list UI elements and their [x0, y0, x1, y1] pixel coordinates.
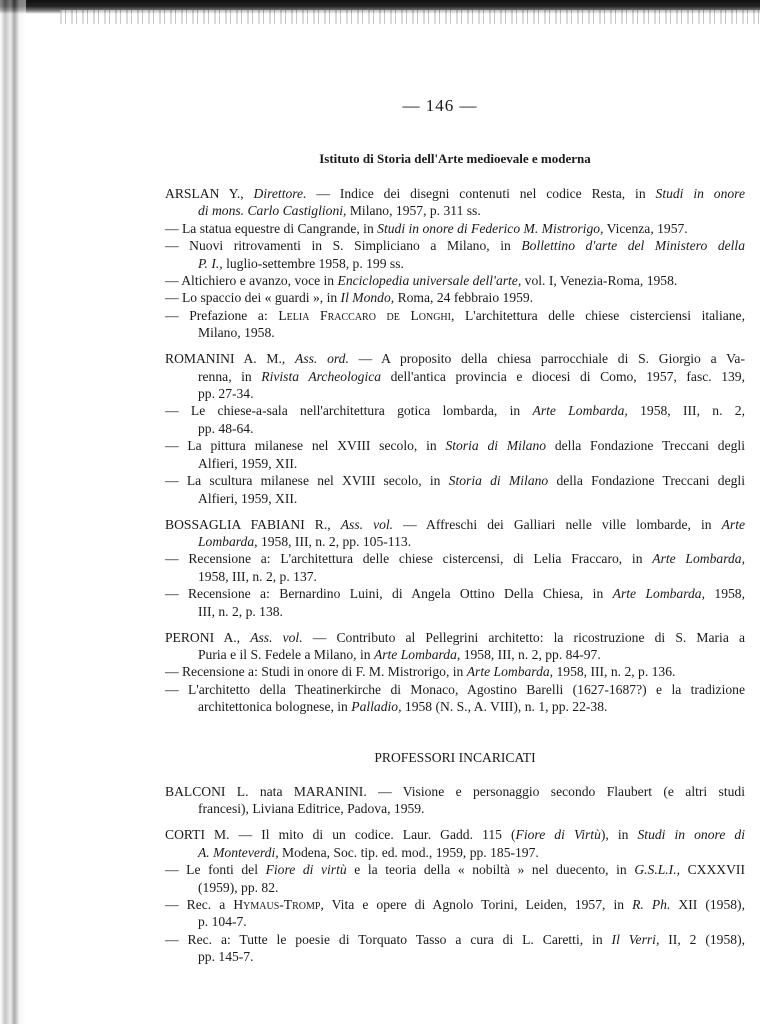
text-segment: della Fondazione Treccani degli [546, 438, 745, 454]
text-segment: pp. 48-64. [198, 420, 254, 436]
text-segment: 1958, III, n. 2, pp. 105-113. [257, 533, 412, 549]
italic-text: R. Ph. [632, 897, 671, 912]
text-segment: — La scultura milanese nel XVIII secolo, in [165, 473, 449, 489]
bibliography-subentry [165, 472, 745, 507]
italic-text: Studi in onore [655, 186, 745, 201]
italic-text: di mons. Carlo Castiglioni, [198, 203, 347, 219]
text-segment: 1958, [705, 586, 745, 602]
small-caps-text: Lelia Fraccaro de Longhi, [278, 307, 455, 323]
text-segment: Alfieri, 1959, XII. [198, 490, 298, 506]
text-segment: — Recensione a: L'architettura delle chiese cistercensi, di Lelia Fraccaro, in [165, 551, 653, 567]
italic-text: Arte Lombarda, [652, 551, 745, 567]
text-segment: — Le chiese-a-sala nell'architettura gotica lombarda, in [165, 403, 533, 419]
text-segment: — La statua equestre di Cangrande, in [165, 220, 378, 236]
italic-text: A. Monteverdi, [198, 844, 279, 860]
text-line [165, 437, 745, 454]
italic-text: Ass. vol. [250, 629, 303, 645]
italic-text: Studi in onore di Federico M. Mistrorigo, [377, 220, 604, 236]
text-line [165, 800, 745, 817]
scan-border-left [0, 0, 26, 1024]
italic-text: Lombarda, [198, 533, 258, 549]
italic-text: Ass. ord. [295, 351, 349, 367]
text-segment: (1959), pp. 82. [198, 879, 279, 895]
text-line [165, 402, 745, 419]
italic-text: P. I., [198, 255, 223, 271]
text-line [165, 237, 745, 254]
text-line [165, 185, 745, 202]
text-segment: III, n. 2, p. 138. [198, 603, 283, 619]
italic-text: Il Mondo, [340, 290, 395, 306]
text-segment: L'architettura delle chiese cisterciensi italiane, [454, 307, 745, 323]
italic-text: Arte Lombarda, [466, 664, 554, 680]
text-line [165, 455, 745, 472]
text-segment: Vicenza, 1957. [603, 220, 688, 236]
text-line [165, 472, 745, 489]
text-segment: — Rec. a: Tutte le poesie di Torquato Tasso a cura di L. Caretti, in [165, 931, 612, 947]
text-line [165, 913, 745, 930]
text-segment: — L'architetto della Theatinerkirche di Monaco, Agostino Barelli (1627-1687?) e la tradizione [165, 681, 745, 697]
text-line [165, 603, 745, 620]
text-line [165, 783, 745, 800]
text-line [165, 272, 745, 289]
text-line [165, 663, 745, 680]
text-segment: — Nuovi ritrovamenti in S. Simpliciano a Milano, in [165, 238, 522, 254]
text-line [165, 896, 745, 913]
text-line [165, 350, 745, 367]
text-line [165, 220, 745, 237]
text-segment: 1958, III, n. 2, [627, 403, 745, 419]
small-caps-text: Hymaus-Tromp, [233, 897, 324, 912]
text-segment: CXXXVII [680, 862, 745, 878]
italic-text: Fiore di virtù [265, 862, 347, 878]
text-segment: — Rec. a [165, 897, 234, 912]
text-line [165, 568, 745, 585]
text-line [165, 948, 745, 965]
bibliography-entry [165, 185, 745, 220]
text-segment: della Fondazione Treccani degli [548, 473, 745, 489]
text-line [165, 516, 745, 533]
text-segment: XII (1958), [670, 897, 745, 912]
text-segment: pp. 145-7. [198, 949, 254, 965]
text-segment: BALCONI L. nata MARANINI. — Visione e personaggio secondo Flaubert (e altri studi [165, 783, 745, 799]
italic-text: Arte Lombarda, [373, 646, 461, 662]
text-segment: pp. 27-34. [198, 386, 254, 402]
italic-text: Arte [721, 516, 745, 532]
text-segment: — Contributo al Pellegrini architetto: la ricostruzione di S. Maria a [302, 629, 746, 645]
text-line [165, 826, 745, 843]
text-segment: 1958, III, n. 2, p. 137. [198, 568, 317, 584]
italic-text: G.S.L.I., [634, 862, 681, 878]
text-segment: Roma, 24 febbraio 1959. [394, 290, 534, 306]
text-segment: vol. I, Venezia-Roma, 1958. [521, 273, 678, 289]
bibliography-entry [165, 826, 745, 861]
bibliography-subentry [165, 550, 745, 585]
bibliography-subentry [165, 861, 745, 896]
italic-text: Il Verri, [611, 931, 660, 947]
scan-noise-top [60, 10, 760, 24]
text-segment: ARSLAN Y., [165, 186, 254, 201]
bibliography-body [165, 185, 745, 966]
institute-heading: Istituto di Storia dell'Arte medioevale e moderna [319, 151, 591, 166]
text-segment: — Indice dei disegni contenuti nel codice Resta, in [306, 186, 656, 201]
text-line [165, 324, 745, 341]
text-segment: dell'antica provincia e diocesi di Como, 1957, fasc. 139, [381, 368, 746, 384]
text-line [165, 533, 745, 550]
bibliography-subentry [165, 896, 745, 931]
text-line [165, 202, 745, 219]
bibliography-subentry [165, 681, 745, 716]
text-segment: Milano, 1957, p. 311 ss. [346, 203, 481, 219]
text-segment: — A proposito della chiesa parrocchiale di S. Giorgio a Va- [348, 351, 745, 367]
text-segment: — Le fonti del [165, 862, 266, 878]
bibliography-subentry [165, 220, 745, 237]
text-segment: — Prefazione a: [165, 307, 279, 323]
text-line [165, 490, 745, 507]
text-line [165, 307, 745, 324]
text-segment: — La pittura milanese nel XVIII secolo, in [165, 438, 446, 454]
text-segment: e la teoria della « nobiltà » nel duecento, in [346, 862, 635, 878]
bibliography-subentry [165, 585, 745, 620]
text-segment: — Affreschi dei Galliari nelle ville lombarde, in [393, 516, 722, 532]
text-segment: CORTI M. — Il mito di un codice. Laur. Gadd. 115 ( [165, 827, 516, 843]
text-segment: 1958, III, n. 2, pp. 84-97. [460, 646, 601, 662]
text-line [165, 931, 745, 948]
section-title: PROFESSORI INCARICATI [374, 749, 536, 765]
bibliography-subentry [165, 237, 745, 272]
text-segment: Vita e opere di Agnolo Torini, Leiden, 1957, in [323, 897, 633, 912]
text-line [165, 646, 745, 663]
text-segment: Puria e il S. Fedele a Milano, in [198, 646, 374, 662]
text-line [165, 629, 745, 646]
text-line [165, 861, 745, 878]
text-line [165, 420, 745, 437]
bibliography-subentry [165, 289, 745, 306]
text-segment: ROMANINI A. M., [165, 351, 296, 367]
bibliography-subentry [165, 663, 745, 680]
bibliography-subentry [165, 402, 745, 437]
text-segment: 1958 (N. S., A. VIII), n. 1, pp. 22-38. [401, 699, 608, 715]
text-segment: — Altichiero e avanzo, voce in [165, 273, 338, 289]
text-segment: ), in [600, 827, 638, 843]
bibliography-entry [165, 783, 745, 818]
text-segment: 1958, III, n. 2, p. 136. [553, 664, 676, 680]
text-segment: — Recensione a: Bernardino Luini, di Angela Ottino Della Chiesa, in [165, 586, 613, 602]
text-segment: II, 2 (1958), [659, 931, 745, 947]
page-number: — 146 — [402, 96, 478, 115]
bibliography-entry [165, 629, 745, 664]
bibliography-subentry [165, 931, 745, 966]
text-line [165, 844, 745, 861]
text-line [165, 255, 745, 272]
italic-text: Storia di Milano [445, 438, 547, 454]
italic-text: Fiore di Virtù [515, 827, 601, 843]
text-line [165, 385, 745, 402]
bibliography-entry [165, 516, 745, 551]
italic-text: Studi in onore di [637, 827, 745, 843]
text-segment: p. 104-7. [198, 914, 247, 930]
text-line [165, 698, 745, 715]
text-segment: — Recensione a: Studi in onore di F. M. Mistrorigo, in [165, 664, 467, 680]
bibliography-subentry [165, 437, 745, 472]
text-segment: — Lo spaccio dei « guardi », in [165, 290, 341, 306]
italic-text: Rivista Archeologica [261, 368, 382, 384]
text-line [165, 289, 745, 306]
text-line [165, 368, 745, 385]
text-segment: luglio-settembre 1958, p. 199 ss. [222, 255, 404, 271]
italic-text: Arte Lombarda, [532, 403, 628, 419]
bibliography-subentry [165, 272, 745, 289]
bibliography-entry [165, 350, 745, 402]
text-segment: Alfieri, 1959, XII. [198, 455, 298, 471]
text-segment: Modena, Soc. tip. ed. mod., 1959, pp. 185-197. [278, 844, 539, 860]
italic-text: Storia di Milano [448, 473, 549, 489]
text-line [165, 550, 745, 567]
text-segment: architettonica bolognese, in [198, 699, 352, 715]
italic-text: Ass. vol. [340, 516, 394, 532]
text-segment: BOSSAGLIA FABIANI R., [165, 516, 341, 532]
text-segment: renna, in [198, 368, 262, 384]
text-segment: francesi), Liviana Editrice, Padova, 1959. [198, 801, 425, 817]
italic-text: Palladio, [351, 699, 402, 715]
italic-text: Bollettino d'arte del Ministero della [521, 238, 745, 254]
italic-text: Arte Lombarda, [612, 586, 706, 602]
text-line [165, 585, 745, 602]
text-line [165, 879, 745, 896]
text-line [165, 681, 745, 698]
text-segment: Milano, 1958. [198, 325, 275, 341]
italic-text: Enciclopedia universale dell'arte, [337, 273, 522, 289]
bibliography-subentry [165, 307, 745, 342]
italic-text: Direttore. [253, 186, 307, 201]
text-segment: PERONI A., [165, 629, 251, 645]
